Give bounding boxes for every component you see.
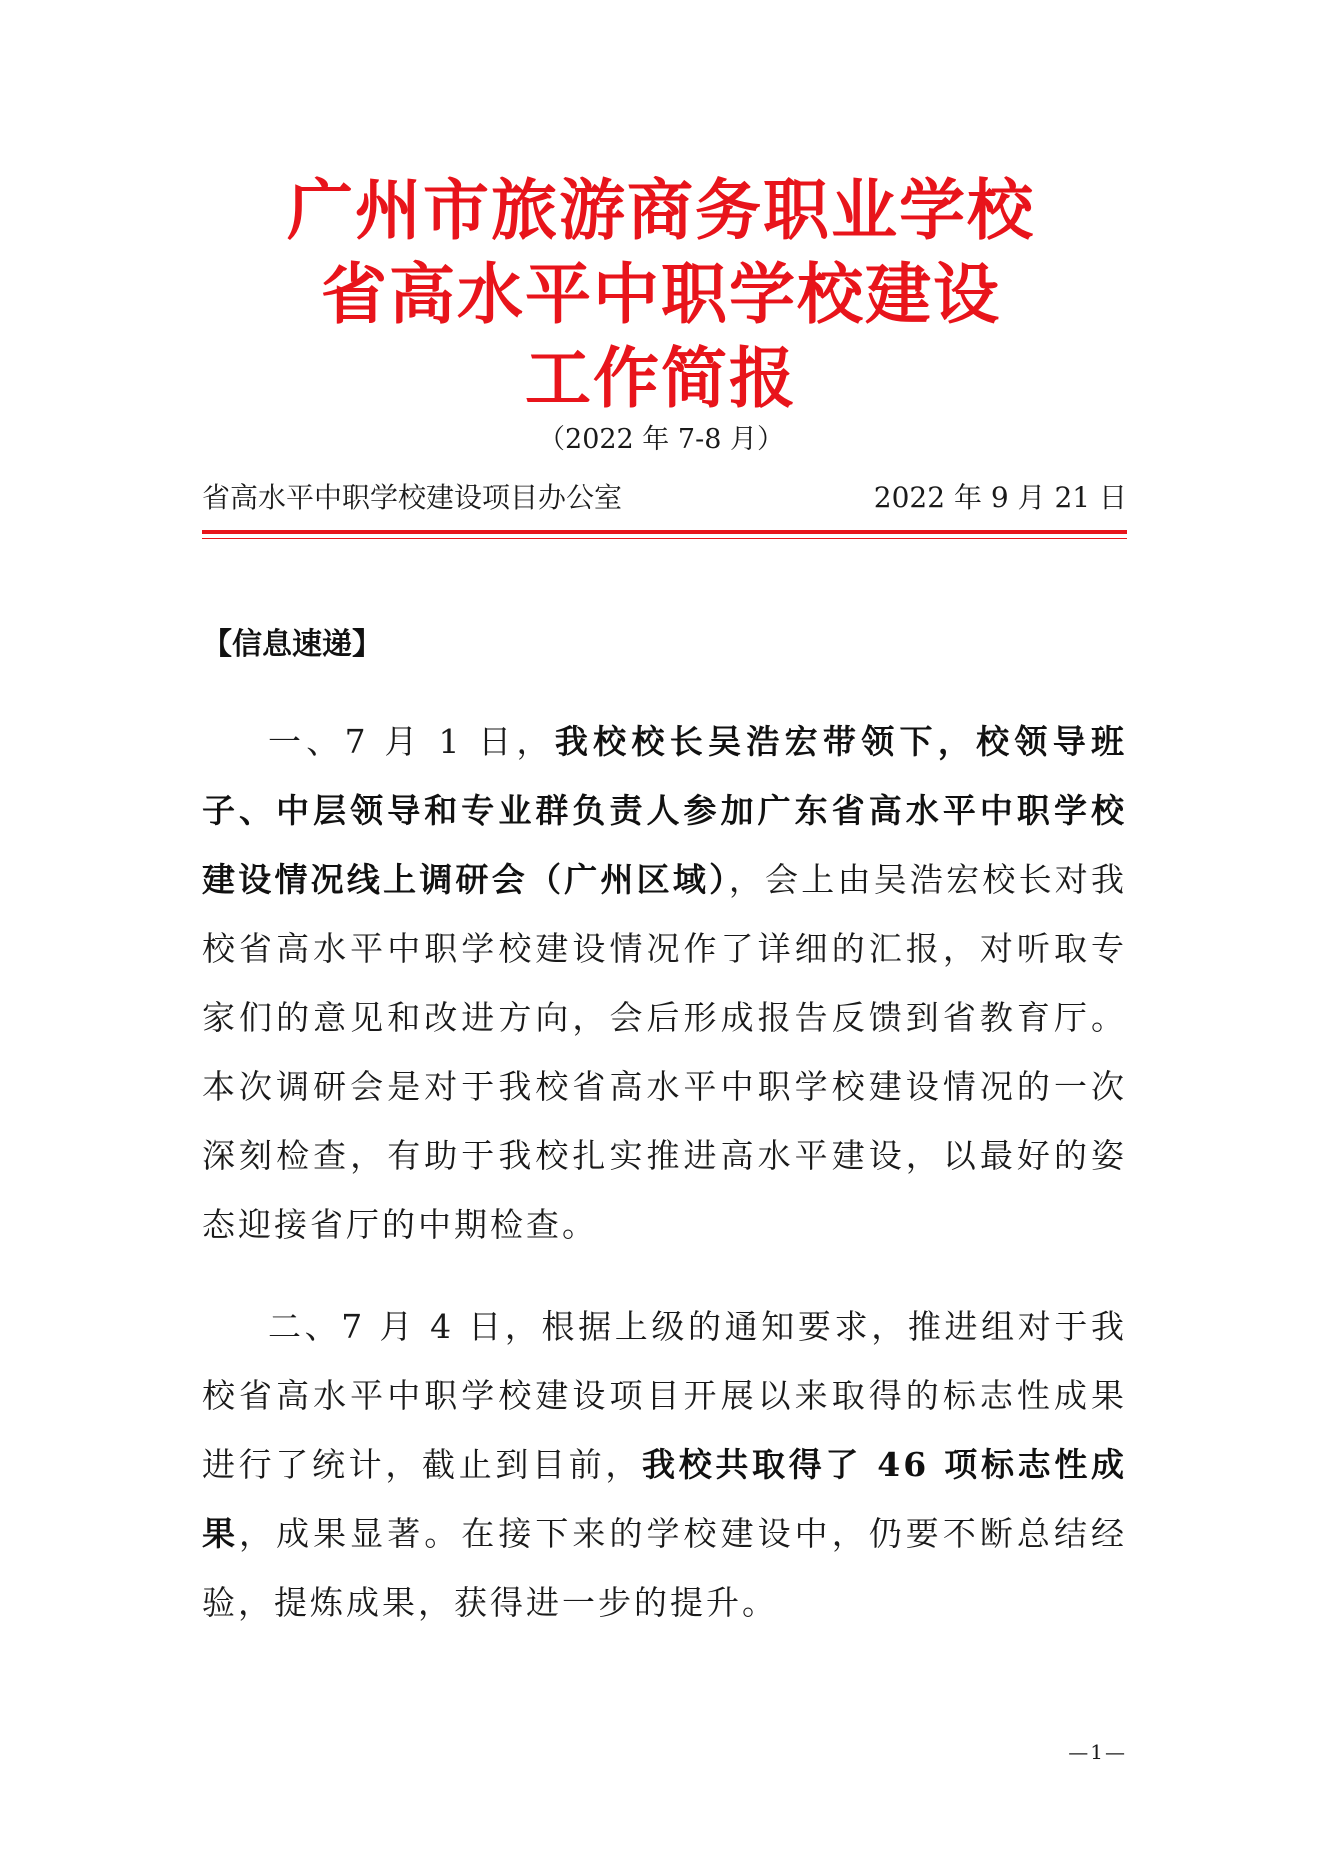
- paragraph-2-lead: 二、7 月 4 日，根据上级的通知要求，推进组对于我校省高水平中职学校建设项目开展以来取得的标志性成果进行了统计，截止到目前，: [202, 1307, 1127, 1484]
- paragraph-2-tail: ，成果显著。在接下来的学校建设中，仍要不断总结经验，提炼成果，获得进一步的提升。: [202, 1514, 1128, 1622]
- paragraph-1-tail: ，会上由吴浩宏校长对我校省高水平中职学校建设情况作了详细的汇报，对听取专家们的意见和改进方向，会后形成报告反馈到省教育厅。本次调研会是对于我校省高水平中职学校建设情况的一次深刻检查，有助于我校扎实推进高水平建设，以最好的姿态迎接省厅的中期检查。: [202, 860, 1128, 1244]
- paragraph-1-bold: 我校校长吴浩宏带领下，校领导班子、中层领导和专业群负责人参加广东省高水平中职学校建设情况线上调研会（广州区域）: [202, 722, 1127, 899]
- issue-period: （2022 年 7-8 月）: [538, 424, 784, 455]
- paragraph-2-bold: 我校共取得了 46 项标志性成果: [202, 1445, 1127, 1553]
- issuing-office: 省高水平中职学校建设项目办公室: [202, 481, 623, 514]
- issue-date: 2022 年 9 月 21 日: [873, 481, 1127, 514]
- masthead-title-line-3: 工作简报: [525, 339, 797, 417]
- section-heading: 【信息速递】: [202, 627, 382, 662]
- news-paragraph-2: [202, 1292, 1127, 1637]
- masthead-title-line-2: 省高水平中职学校建设: [321, 255, 1001, 333]
- page-number: —1—: [1068, 1740, 1127, 1764]
- news-paragraph-1: [202, 707, 1127, 1259]
- header-divider-thin: [202, 538, 1127, 539]
- masthead-title-line-1: 广州市旅游商务职业学校: [287, 171, 1035, 249]
- paragraph-1-lead: 一、7 月 1 日，: [268, 722, 555, 761]
- header-divider-thick: [202, 530, 1127, 534]
